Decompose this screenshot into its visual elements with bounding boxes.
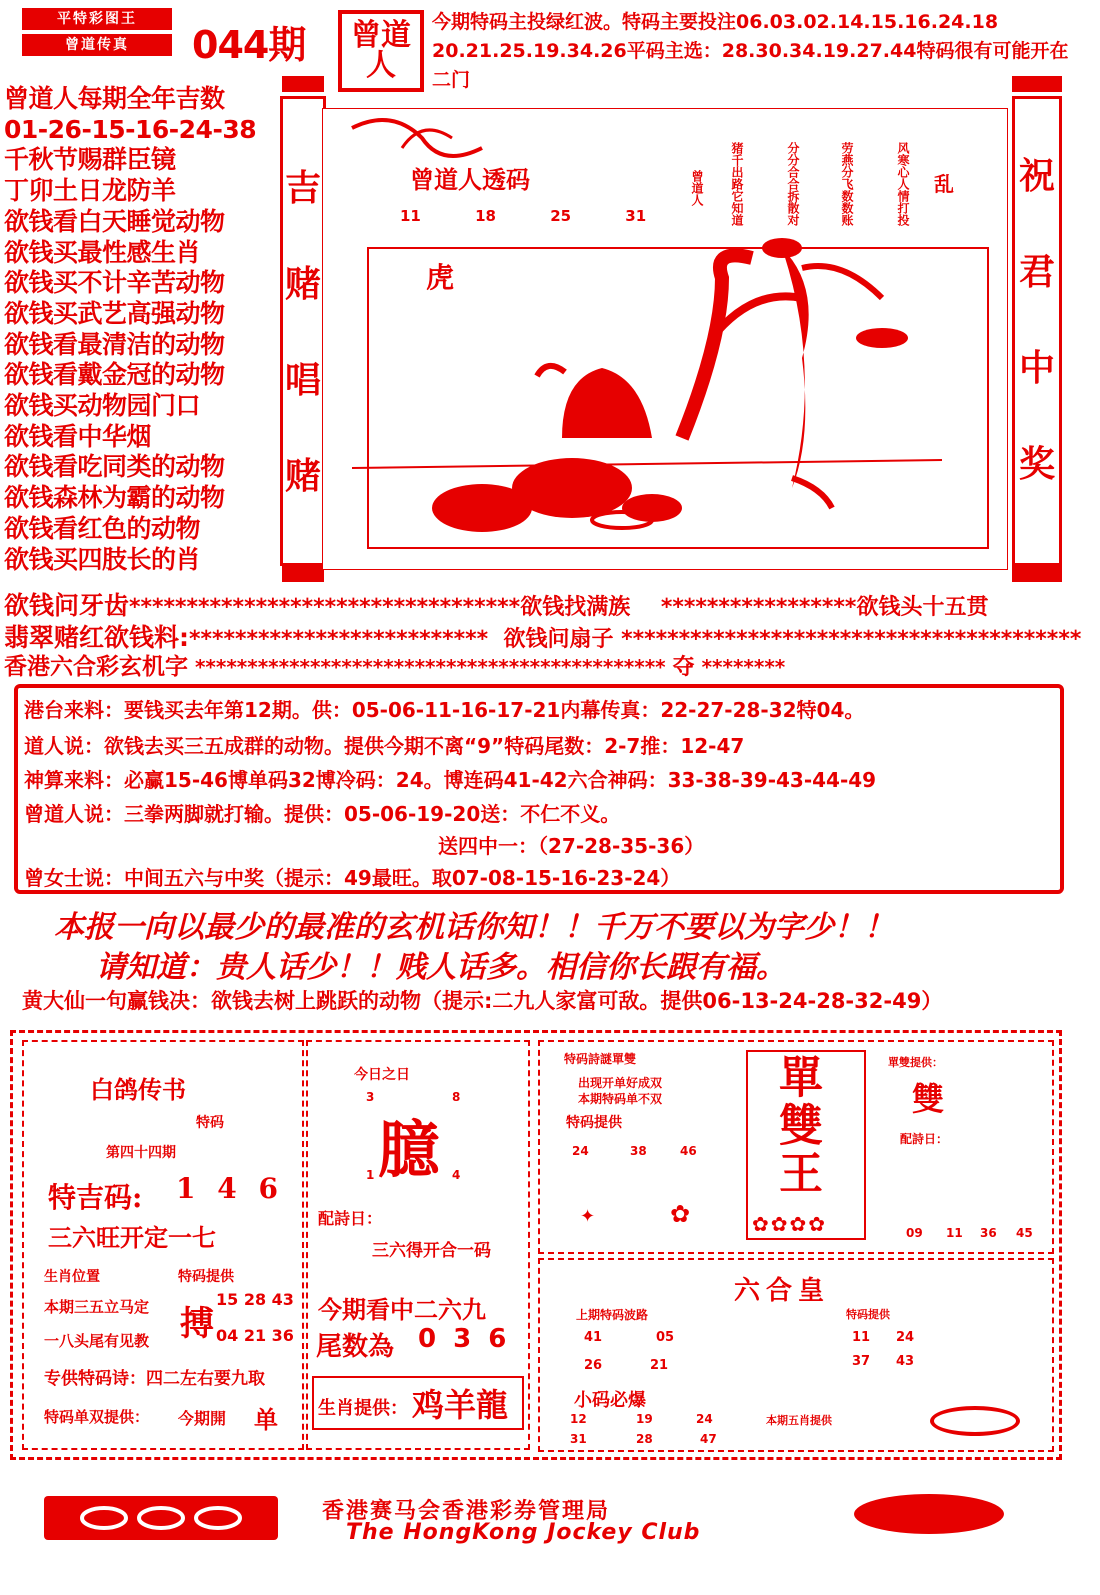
tp-subtitle: 特码提供 <box>566 1115 622 1131</box>
tp-line: 出现开单好成双 <box>578 1076 663 1090</box>
lp-right-num: 43 <box>896 1354 915 1369</box>
info-row: 神算来料：必赢15-46博单码32博冷码：24。博连码41-42六合神码：33-38-39-43-44-49 <box>24 768 877 792</box>
list-item: 千秋节赐群臣镜 <box>4 145 176 175</box>
scroll-rod-top-right <box>1012 76 1062 92</box>
poem-line: 三六得开合一码 <box>372 1241 491 1261</box>
headline-message: 今期特码主投绿红波。特码主要投注06.03.02.14.15.16.24.18 20.21.25.19.34.26平码主选：28.30.34.19.27.44特码很有可能开在二门 <box>432 11 1069 91</box>
xiao-num: 28 <box>636 1432 653 1446</box>
r-head: 單雙提供： <box>888 1056 943 1069</box>
list-item: 欲钱买武艺高强动物 <box>4 298 225 328</box>
list-item: 欲钱看戴金冠的动物 <box>4 360 225 390</box>
scroll-left-panel <box>280 96 326 566</box>
scroll-char: 中 <box>1018 348 1055 389</box>
corner-num: 8 <box>452 1090 461 1104</box>
tp-title: 特码詩謎單雙 <box>564 1052 637 1066</box>
bo-char: 搏 <box>180 1304 214 1344</box>
info-row: 曾道人说：三拳两脚就打输。提供：05-06-19-20送：不仁不义。 <box>24 802 621 826</box>
r-big: 雙 <box>912 1080 945 1118</box>
slogan-line-2: 请知道：贵人话少！！贱人话多。相信你长跟有福。 <box>96 950 786 985</box>
painting-number: 25 <box>550 207 572 225</box>
scroll-char: 赌 <box>284 456 321 497</box>
list-item: 丁卯土日龙防羊 <box>4 176 176 206</box>
tx-label: 特码提供 <box>178 1269 234 1285</box>
list-item: 01-26-15-16-24-38 <box>4 114 257 144</box>
scroll-char: 祝 <box>1018 156 1055 197</box>
r-num: 11 <box>946 1226 963 1240</box>
scroll-char: 吉 <box>284 168 321 209</box>
seal-stamp: 曾道人 <box>338 10 424 92</box>
panel-title: 白鸽传书 <box>90 1075 186 1104</box>
xiao-num: 24 <box>696 1412 713 1426</box>
list-item: 欲钱看吃同类的动物 <box>4 452 225 482</box>
lp-right-num: 11 <box>852 1330 871 1345</box>
verse-column: 分分合合拆散对 <box>786 142 800 226</box>
list-item: 欲钱看白天睡觉动物 <box>4 206 225 236</box>
verse-end-char: 乱 <box>934 172 954 196</box>
tm-label: 特吉码: <box>48 1181 143 1214</box>
footer-chinese: 香港赛马会香港彩券管理局 <box>322 1499 611 1524</box>
verse-column: 劳燕分飞数数账 <box>840 142 854 226</box>
verse-column: 曾道人 <box>690 170 704 206</box>
scroll-char: 赌 <box>284 264 321 305</box>
scroll-char: 君 <box>1018 252 1055 293</box>
scroll-rod-bottom-right <box>1012 566 1062 582</box>
daily-head: 今日之日 <box>354 1067 410 1083</box>
tp-num: 24 <box>572 1144 589 1158</box>
bird-icon: ✦ <box>580 1206 596 1227</box>
scroll-right-panel <box>1012 96 1062 566</box>
issue-number: 044期 <box>192 23 306 67</box>
poem-label: 配詩日： <box>318 1209 383 1228</box>
scroll-rod-bottom-left <box>282 566 324 582</box>
list-item: 欲钱买动物园门口 <box>4 391 201 421</box>
huangdaxian-tip: 黄大仙一句赢钱决：欲钱去树上跳跃的动物（提示:二九人家富可敌。提供06-13-24-28-32-49） <box>22 989 943 1013</box>
painting-number: 11 <box>400 207 421 225</box>
info-row: 曾女士说：中间五六与中奖（提示：49最旺。取07-08-15-16-23-24） <box>24 866 681 890</box>
info-box <box>14 684 1064 894</box>
verse-column: 猪千出路它知道 <box>730 142 744 226</box>
dsd-value: 单 <box>254 1406 278 1434</box>
tail-value: 0 3 6 <box>418 1324 511 1354</box>
list-item: 欲钱看红色的动物 <box>4 513 201 543</box>
flower-icon: ✿✿✿✿ <box>752 1212 828 1236</box>
lp-right-num: 24 <box>896 1330 915 1345</box>
xiao-label: 小码必爆 <box>574 1390 646 1411</box>
lp-num: 26 <box>584 1358 603 1373</box>
corner-num: 3 <box>366 1090 375 1104</box>
tm-subtext: 三六旺开定一七 <box>48 1224 216 1252</box>
masthead-logo <box>22 8 172 62</box>
painting-numbers <box>400 206 695 225</box>
info-row: 港台来料：要钱买去年第12期。供：05-06-11-16-17-21内幕传真：22-27-28-32特04。 <box>24 698 865 722</box>
logo-line-2: 曾道传真 <box>22 34 172 56</box>
star-line-3: 香港六合彩玄机字 ********************************************* 夺 ******** <box>4 654 786 680</box>
lp-num: 05 <box>656 1330 675 1345</box>
star-line-2: 翡翠赌红欲钱料:************************** 欲钱问扇子 **************************************** <box>4 623 1082 652</box>
tm-value: 1 4 6 <box>176 1172 284 1205</box>
lp-label: 上期特码波路 <box>576 1308 649 1322</box>
sx-label: 生肖提供： <box>318 1398 408 1419</box>
month-label: 本期五肖提供 <box>766 1414 832 1427</box>
list-item: 欲钱看最清洁的动物 <box>4 329 225 359</box>
list-item: 欲钱森林为霸的动物 <box>4 483 225 513</box>
star-line-1: 欲钱问牙齿**********************************欲钱找满族 *****************欲钱头十五贯 <box>4 591 989 620</box>
lp-right-label: 特码提供 <box>846 1308 890 1321</box>
list-item: 欲钱买不计辛苦动物 <box>4 268 225 298</box>
oval-stamp <box>930 1406 1020 1436</box>
tp-num: 46 <box>680 1144 697 1158</box>
painting-number: 31 <box>625 207 647 225</box>
sx-value: 鸡羊龍 <box>412 1386 509 1424</box>
panel-subtitle: 特码 <box>196 1115 224 1131</box>
info-row: 道人说：欲钱去买三五成群的动物。提供今期不离“9”特码尾数：2-7推：12-47 <box>24 734 745 758</box>
riddle-list <box>4 84 279 575</box>
info-row: 送四中一：（27-28-35-36） <box>438 834 705 858</box>
dsd-mid: 今期開 <box>178 1409 227 1428</box>
sx-label: 生肖位置 <box>44 1269 100 1285</box>
look-line: 今期看中二六九 <box>318 1296 486 1324</box>
slogan-line-1: 本报一向以最少的最准的玄机话你知！！千万不要以为字少！！ <box>54 910 894 945</box>
xiao-num: 31 <box>570 1432 587 1446</box>
painting-number: 18 <box>475 207 496 225</box>
scroll-char: 奖 <box>1018 444 1055 485</box>
r-num: 45 <box>1016 1226 1033 1240</box>
xiao-num: 19 <box>636 1412 653 1426</box>
tail-line: 一八头尾有见教 <box>44 1332 150 1350</box>
panel-issue: 第四十四期 <box>106 1145 176 1161</box>
logo-line-1: 平特彩图王 <box>22 8 172 30</box>
tp-line: 本期特码单不双 <box>578 1092 663 1106</box>
logo-swirl-icon <box>44 1496 278 1540</box>
dsd-label: 特码单双提供： <box>44 1408 150 1426</box>
r-num: 09 <box>906 1226 923 1240</box>
painting-title: 曾道人透码 <box>410 165 530 194</box>
lp-right-num: 37 <box>852 1354 871 1369</box>
tp-num: 38 <box>630 1144 647 1158</box>
painting-zodiac-label: 虎 <box>426 261 455 294</box>
list-item: 欲钱看中华烟 <box>4 421 152 451</box>
daily-big-char: 臆 <box>378 1113 441 1186</box>
lower-title: 六合皇 <box>734 1276 831 1306</box>
xiao-num: 12 <box>570 1412 587 1426</box>
zs-line: 专供特码诗：四二左右要九取 <box>44 1369 265 1389</box>
footer-english: The HongKong Jockey Club <box>346 1520 701 1545</box>
corner-num: 4 <box>452 1168 461 1182</box>
xiao-num: 47 <box>700 1432 717 1446</box>
sx-line: 本期三五立马定 <box>44 1298 150 1316</box>
r-poem-label: 配詩日： <box>900 1132 949 1146</box>
king-title: 單雙王 <box>771 1054 822 1198</box>
corner-num: 1 <box>366 1168 375 1182</box>
footer-seal-icon <box>854 1494 1004 1534</box>
list-item: 欲钱买四肢长的肖 <box>4 544 201 574</box>
list-item: 曾道人每期全年吉数 <box>4 84 225 113</box>
lp-num: 41 <box>584 1330 603 1345</box>
nums-line-2: 04 21 36 <box>216 1326 294 1345</box>
scroll-rod-top-left <box>282 76 324 92</box>
nums-line-1: 15 28 43 <box>216 1290 294 1309</box>
verse-column: 风寒心人情打投 <box>896 142 910 226</box>
rooster-icon: ✿ <box>670 1200 691 1228</box>
jockey-club-logo <box>44 1496 278 1540</box>
lp-num: 21 <box>650 1358 669 1373</box>
list-item: 欲钱买最性感生肖 <box>4 237 201 267</box>
r-num: 36 <box>980 1226 997 1240</box>
scroll-char: 唱 <box>284 360 321 401</box>
tail-label: 尾数為 <box>316 1332 395 1362</box>
